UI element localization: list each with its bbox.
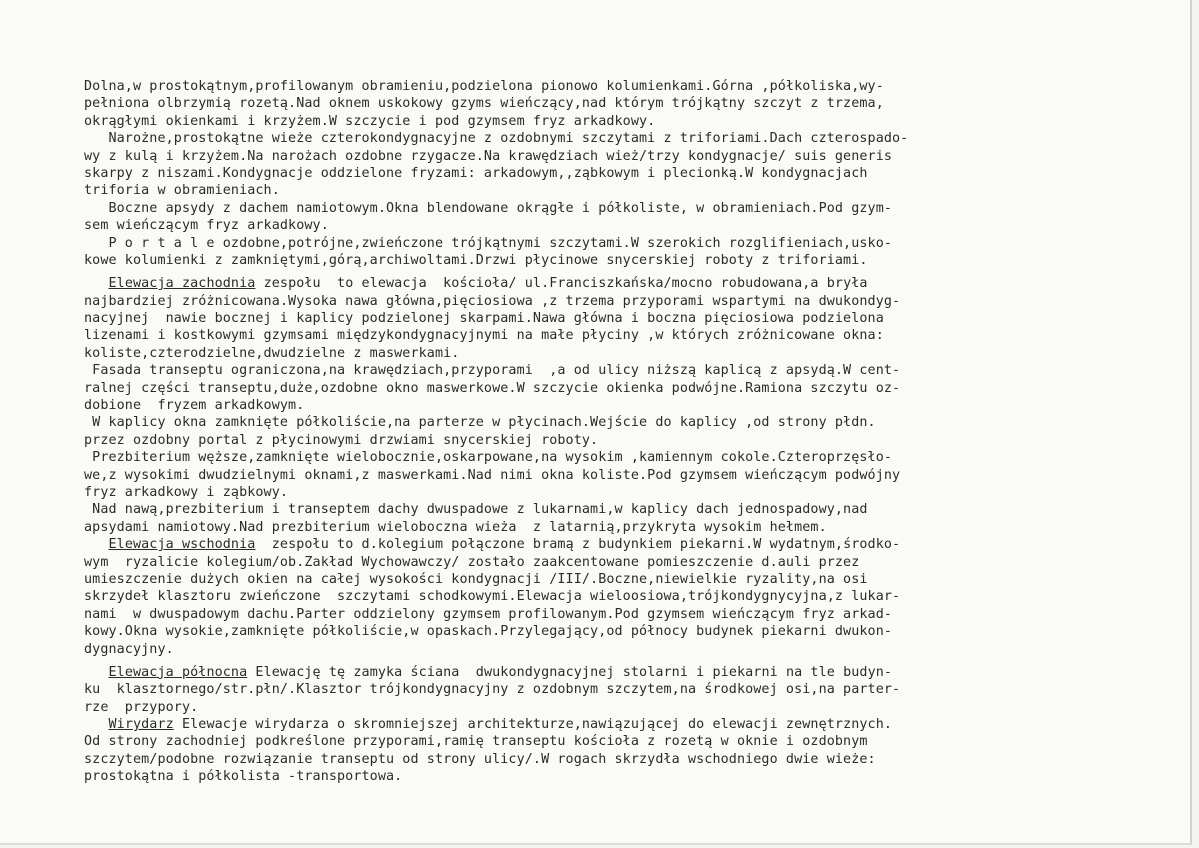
text-line	[84, 664, 1084, 681]
document-body	[84, 78, 1084, 786]
text-line: skarpy z niszami.Kondygnacje oddzielone fryzami: arkadowym,,ząbkowym i plecionką.W kondygnacjach	[84, 165, 868, 181]
text-line: triforia w obramieniach.	[84, 183, 280, 199]
paragraph-roofs	[84, 501, 1084, 536]
text-line: fryz arkadkowy i ząbkowy.	[84, 484, 289, 500]
section-north-elevation	[84, 664, 1084, 716]
text-line: we,z wysokimi dwudzielnymi oknami,z maswerkami.Nad nimi okna koliste.Pod gzymsem wieńczącym podwójny	[84, 467, 901, 483]
section-heading: Elewacja północna	[108, 664, 248, 680]
text-line: Boczne apsydy z dachem namiotowym.Okna blendowane okrągłe i półkoliste, w obramieniach.Pod gzym-	[84, 200, 893, 216]
text-line: szczytem/podobne rozwiązanie transeptu od strony ulicy/.W rogach skrzydła wschodniego dwie wieże:	[84, 751, 876, 767]
section-heading: Wirydarz	[108, 717, 174, 733]
section-heading: Elewacja zachodnia	[108, 276, 256, 292]
text-line: sem wieńczącym fryz arkadkowy.	[84, 218, 329, 234]
text-line: umieszczenie dużych okien na całej wysokości kondygnacji /III/.Boczne,niewielkie ryzality,na osi	[84, 571, 868, 587]
text-line: pełniona olbrzymią rozetą.Nad oknem uskokowy gzyms wieńczący,nad którym trójkątny szczyt z trzema,	[84, 96, 884, 112]
text-line: Nad nawą,prezbiterium i transeptem dachy dwuspadowe z lukarnami,w kaplicy dach jednospadowy,nad	[84, 502, 868, 518]
text-line	[84, 275, 1084, 292]
text-line: prostokątna i półkolista -transportowa.	[84, 769, 403, 785]
text-line: nacyjnej nawie bocznej i kaplicy podzielonej skarpami.Nawa główna i boczna pięciosiowa podzielona	[84, 311, 884, 327]
text-line: skrzydeł klasztoru zwieńczone szczytami schodkowymi.Elewacja wieloosiowa,trójkondygnycyjna,z lukar-	[84, 589, 901, 605]
text-line	[84, 716, 1084, 733]
section-heading: Elewacja wschodnia	[108, 537, 256, 553]
text-line: P o r t a l e ozdobne,potrójne,zwieńczone trójkątnymi szczytami.W szerokich rozglifieniach,usko-	[84, 235, 893, 251]
section-cloister-elevation	[84, 716, 1084, 786]
section-east-elevation	[84, 536, 1084, 658]
text-line	[84, 536, 1084, 553]
paragraph-transept	[84, 362, 1084, 414]
text-line: nami w dwuspadowym dachu.Parter oddzielony gzymsem profilowanym.Pod gzymsem wieńczącym fryz arkad-	[84, 606, 893, 622]
text-run: Elewacje wirydarza o skromniejszej architekturze,nawiązującej do elewacji zewnętrznych.	[173, 717, 893, 733]
text-line: kowy.Okna wysokie,zamknięte półkoliście,w opaskach.Przylegający,od północy budynek piekarni dwukon-	[84, 624, 893, 640]
text-run: zespołu to elewacja kościoła/ ul.Franciszkańska/mocno robudowana,a bryła	[255, 276, 868, 292]
text-line: najbardziej zróżnicowana.Wysoka nawa główna,pięciosiowa ,z trzema przyporami wspartymi na dwukondyg-	[84, 293, 901, 309]
text-line: rze przypory.	[84, 699, 199, 715]
text-line: Narożne,prostokątne wieże czterokondygnacyjne z ozdobnymi szczytami z triforiami.Dach czterospado-	[84, 131, 909, 147]
text-line: wym ryzalicie kolegium/ob.Zakład Wychowawczy/ zostało zaakcentowane pomieszczenie d.auli przez	[84, 554, 860, 570]
text-line: Dolna,w prostokątnym,profilowanym obramieniu,podzielona pionowo kolumienkami.Górna ,półkoliska,wy-	[84, 79, 884, 94]
text-line: koliste,czterodzielne,dwudzielne z maswerkami.	[84, 345, 460, 361]
text-line: apsydami namiotowy.Nad prezbiterium wieloboczna wieża z latarnią,przykryta wysokim hełmem.	[84, 519, 827, 535]
text-line: ralnej części transeptu,duże,ozdobne okno maswerkowe.W szczycie okienka podwójne.Ramiona szczytu oz-	[84, 380, 901, 396]
text-line: przez ozdobny portal z płycinowymi drzwiami snycerskiej roboty.	[84, 432, 599, 448]
paragraph-presbytery	[84, 449, 1084, 501]
paragraph-main-facade	[84, 78, 1084, 130]
text-line: wy z kulą i krzyżem.Na narożach ozdobne rzygacze.Na krawędziach wież/trzy kondygnacje/ suis generis	[84, 148, 893, 164]
text-line: kowe kolumienki z zamkniętymi,górą,archiwoltami.Drzwi płycinowe snycerskiej roboty z triforiami.	[84, 252, 868, 268]
text-line: dygnacyjny.	[84, 641, 174, 657]
text-line: W kaplicy okna zamknięte półkoliście,na parterze w płycinach.Wejście do kaplicy ,od strony płdn.	[84, 415, 876, 431]
text-run: zespołu to d.kolegium połączone bramą z budynkiem piekarni.W wydatnym,środko-	[255, 537, 901, 553]
text-line: Prezbiterium węższe,zamknięte wielobocznie,oskarpowane,na wysokim ,kamiennym cokole.Czteroprzęsło-	[84, 450, 893, 466]
text-line: ku klasztornego/str.płn/.Klasztor trójkondygnacyjny z ozdobnym szczytem,na środkowej osi,na parter-	[84, 682, 901, 698]
paragraph-corner-towers	[84, 130, 1084, 200]
text-line: Od strony zachodniej podkreślone przyporami,ramię transeptu kościoła z rozetą w oknie i ozdobnym	[84, 734, 868, 750]
paragraph-chapel	[84, 414, 1084, 449]
paragraph-apses	[84, 200, 1084, 235]
text-line: okrągłymi okienkami i krzyżem.W szczycie i pod gzymsem fryz arkadkowy.	[84, 113, 656, 129]
text-line: Fasada transeptu ograniczona,na krawędziach,przyporami ,a od ulicy niższą kaplicą z apsydą.W cent-	[84, 363, 901, 379]
text-line: dobione fryzem arkadkowym.	[84, 398, 305, 414]
text-line: lizenami i kostkowymi gzymsami międzykondygnacyjnymi na małe płyciny ,w których zróżnicowane okna:	[84, 328, 884, 344]
section-west-elevation	[84, 275, 1084, 362]
paragraph-portals	[84, 235, 1084, 270]
text-run: Elewację tę zamyka ściana dwukondygnacyjnej stolarni i piekarni na tle budyn-	[247, 664, 893, 680]
